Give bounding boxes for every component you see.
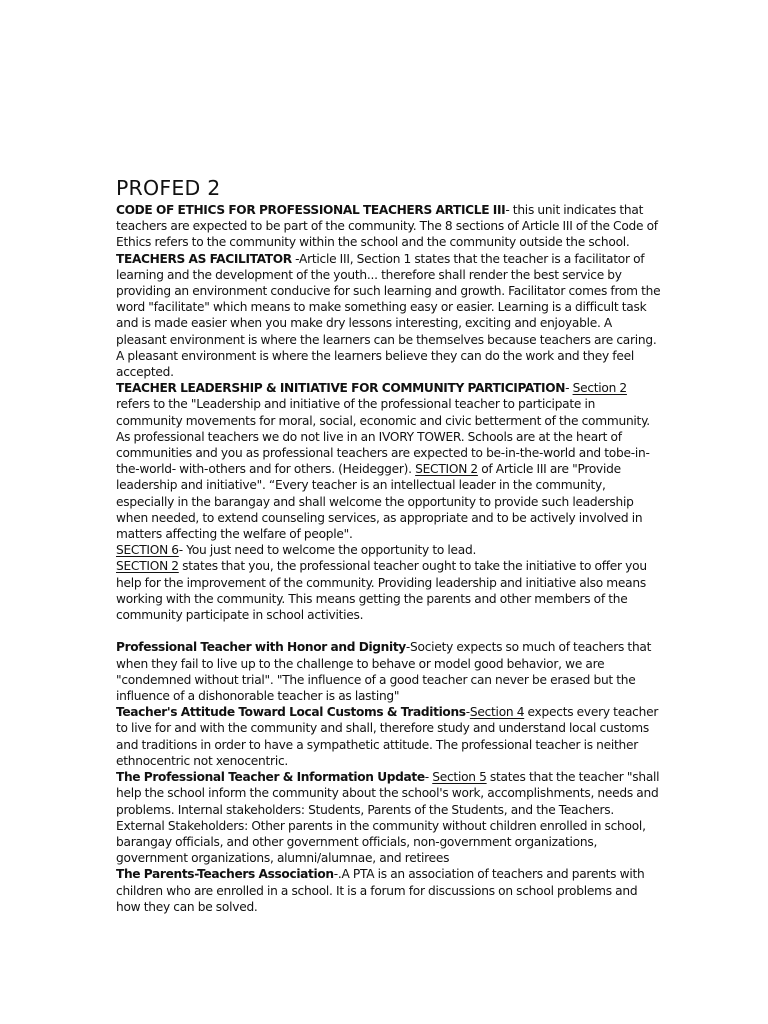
document-title: PROFED 2 [116,176,221,200]
paragraph-text: states that you, the professional teacher ought to take the initiative to offer you help for the improvement of the community. Providing leadership and initiative also means working with the community. This means getting the parents and other members of the community participate in school activities. [116,559,647,623]
paragraph-text: of Article III are "Provide leadership and initiative". “Every teacher is an intellectual leader in the community, especially in the barangay and shall welcome the opportunity to provide such leadership when needed, to extend counseling services, as appropriate and to be actively involved in matters affecting the welfare of people". [116,462,643,542]
section-2-link[interactable]: Section 2 [572,381,627,396]
section-4-link[interactable]: Section 4 [469,705,525,720]
paragraph-text: - [565,381,573,396]
paragraph-code-of-ethics [116,202,664,251]
document-page [116,174,664,915]
paragraph-text: - You just need to welcome the opportunity to lead. [178,543,477,558]
paragraph-text: states that the teacher "shall help the school inform the community about the school's work, accomplishments, needs and problems. Internal stakeholders: Students, Parents of the Students, and the Teachers. External Stakeholders: Other parents in the community without children enrolled in school, barangay officials, and other government officials, non-government organizations, government organizations, alumni/alumnae, and retirees [116,770,660,866]
paragraph-honor-and-dignity [116,639,664,704]
paragraph-section-2 [116,558,664,623]
paragraph-heading: The Professional Teacher & Information Update [116,770,425,785]
section-2-link[interactable]: SECTION 2 [116,559,179,574]
paragraph-teacher-leadership [116,380,664,542]
paragraph-text: expects every teacher to live for and with the community and shall, therefore study and understand local customs and traditions in order to have a sympathetic attitude. The professional teacher is neither ethnocentric not xenocentric. [116,705,659,768]
paragraph-heading: Professional Teacher with Honor and Dignity [116,640,406,655]
paragraph-text: -.A PTA is an association of teachers and parents with children who are enrolled in a school. It is a forum for discussions on school problems and how they can be solved. [116,867,645,914]
paragraph-text: refers to the "Leadership and initiative of the professional teacher to participate in community movements for moral, social, economic and civic betterment of the community. As professional teachers we do not live in an IVORY TOWER. Schools are at the heart of communities and you as professional teachers are expected to be-in-the-world and tobe-in-the-world- with-others and for others. (Heidegger). [116,397,650,477]
paragraph-text: - [465,705,470,720]
paragraph-heading: Teacher's Attitude Toward Local Customs & Traditions [116,705,466,720]
paragraph-text: - [424,770,433,785]
paragraph-text: - this unit indicates that teachers are expected to be part of the community. The 8 sections of Article III of the Code of Ethics refers to the community within the school and the community outside the school. [116,203,658,250]
section-5-link[interactable]: Section 5 [432,770,487,785]
paragraph-heading: CODE OF ETHICS FOR PROFESSIONAL TEACHERS ARTICLE III [116,203,506,217]
paragraph-text: -Society expects so much of teachers that when they fail to live up to the challenge to behave or model good behavior, we are "condemned without trial". "The influence of a good teacher can never be erased but the influence of a dishonorable teacher is as lasting" [116,640,652,704]
section-6-link[interactable]: SECTION 6 [116,543,179,558]
paragraph-section-6 [116,542,664,558]
paragraph-teachers-as-facilitator [116,251,664,381]
paragraph-text: -Article III, Section 1 states that the teacher is a facilitator of learning and the development of the youth... therefore shall render the best service by providing an environment conducive for such learning and growth. Facilitator comes from the word "facilitate" which means to make something easy or easier. Learning is a difficult task and is made easier when you make dry lessons interesting, exciting and enjoyable. A pleasant environment is where the learners can be themselves because teachers are caring. A pleasant environment is where the learners believe they can do the work and they feel accepted. [116,251,661,380]
paragraph-local-customs [116,704,664,769]
section-2-link[interactable]: SECTION 2 [415,462,478,477]
paragraph-information-update [116,769,664,866]
paragraph-heading: TEACHERS AS FACILITATOR [116,251,292,266]
paragraph-pta [116,866,664,915]
paragraph-heading: The Parents-Teachers Association [116,867,334,882]
paragraph-heading: TEACHER LEADERSHIP & INITIATIVE FOR COMMUNITY PARTICIPATION [116,381,566,396]
